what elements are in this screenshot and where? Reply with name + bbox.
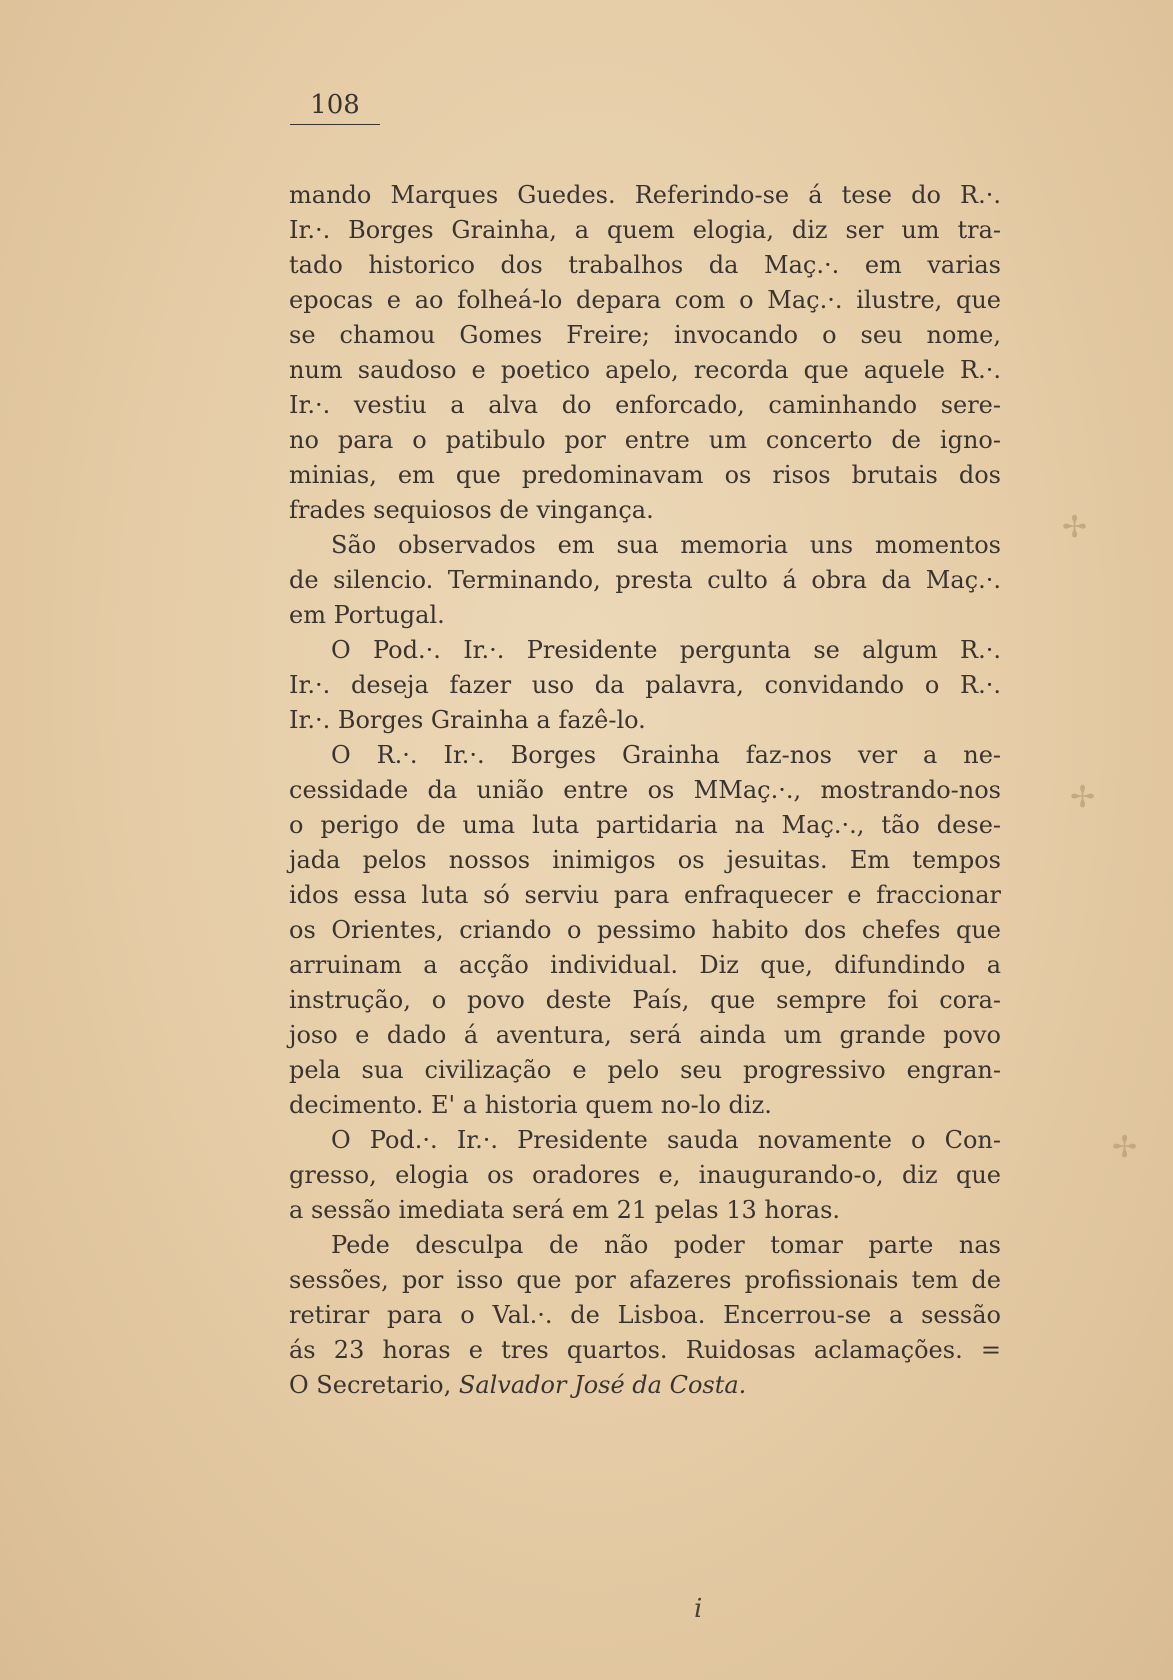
text-line: joso e dado á aventura, será ainda um grande povo (289, 1021, 1001, 1049)
text-line: jada pelos nossos inimigos os jesuitas. Em tempos (289, 846, 1001, 874)
text-line: São observados em sua memoria uns momentos (331, 531, 1001, 559)
text-line: gresso, elogia os oradores e, inaugurando-o, diz que (289, 1161, 1001, 1189)
text-line: os Orientes, criando o pessimo habito dos chefes que (289, 916, 1001, 944)
text-line: instrução, o povo deste País, que sempre foi cora- (289, 986, 1001, 1014)
text-line: tado historico dos trabalhos da Maç.·. em varias (289, 251, 1001, 279)
text-line: ás 23 horas e tres quartos. Ruidosas aclamações. = (289, 1336, 1001, 1364)
page-number: 108 (290, 88, 380, 125)
text-line: Ir.·. Borges Grainha, a quem elogia, diz ser um tra- (289, 216, 1001, 244)
text-line: O Pod.·. Ir.·. Presidente pergunta se algum R.·. (331, 636, 1001, 664)
text-line: de silencio. Terminando, presta culto á obra da Maç.·. (289, 566, 1001, 594)
text-line: decimento. E' a historia quem no-lo diz. (289, 1091, 772, 1119)
text-line: epocas e ao folheá-lo depara com o Maç.·. ilustre, que (289, 286, 1001, 314)
text-line: pela sua civilização e pelo seu progressivo engran- (289, 1056, 1001, 1084)
text-line: Ir.·. Borges Grainha a fazê-lo. (289, 706, 646, 734)
margin-stain: ✢ (1062, 510, 1088, 545)
body-text (289, 178, 1001, 1403)
text-line: idos essa luta só serviu para enfraquecer e fraccionar (289, 881, 1001, 909)
text-line: arruinam a acção individual. Diz que, difundindo a (289, 951, 1001, 979)
text-line: Pede desculpa de não poder tomar parte nas (331, 1231, 1001, 1259)
closing-line (289, 1368, 1001, 1403)
bottom-mark: i (694, 1594, 703, 1624)
margin-stain: ✢ (1112, 1130, 1138, 1165)
text-line: sessões, por isso que por afazeres profissionais tem de (289, 1266, 1001, 1294)
text-line: o perigo de uma luta partidaria na Maç.·., tão dese- (289, 811, 1001, 839)
text-line: Ir.·. vestiu a alva do enforcado, caminhando sere- (289, 391, 1001, 419)
text-line: a sessão imediata será em 21 pelas 13 horas. (289, 1196, 841, 1224)
text-line: frades sequiosos de vingança. (289, 496, 654, 524)
text-line: num saudoso e poetico apelo, recorda que aquele R.·. (289, 356, 1001, 384)
text-line: em Portugal. (289, 601, 445, 629)
text-line: Ir.·. deseja fazer uso da palavra, convidando o R.·. (289, 671, 1001, 699)
text-line: O Pod.·. Ir.·. Presidente sauda novamente o Con- (331, 1126, 1001, 1154)
margin-stain: ✢ (1070, 780, 1096, 815)
text-line: cessidade da união entre os MMaç.·., mostrando-nos (289, 776, 1001, 804)
text-line: O R.·. Ir.·. Borges Grainha faz-nos ver a ne- (331, 741, 1001, 769)
closing-prefix: O Secretario, (289, 1371, 459, 1399)
text-line: retirar para o Val.·. de Lisboa. Encerrou-se a sessão (289, 1301, 1001, 1329)
text-line: mando Marques Guedes. Referindo-se á tese do R.·. (289, 181, 1001, 209)
text-line: minias, em que predominavam os risos brutais dos (289, 461, 1001, 489)
text-line: se chamou Gomes Freire; invocando o seu nome, (289, 321, 1001, 349)
secretary-signature: Salvador José da Costa. (458, 1371, 747, 1399)
text-line: no para o patibulo por entre um concerto de igno- (289, 426, 1001, 454)
